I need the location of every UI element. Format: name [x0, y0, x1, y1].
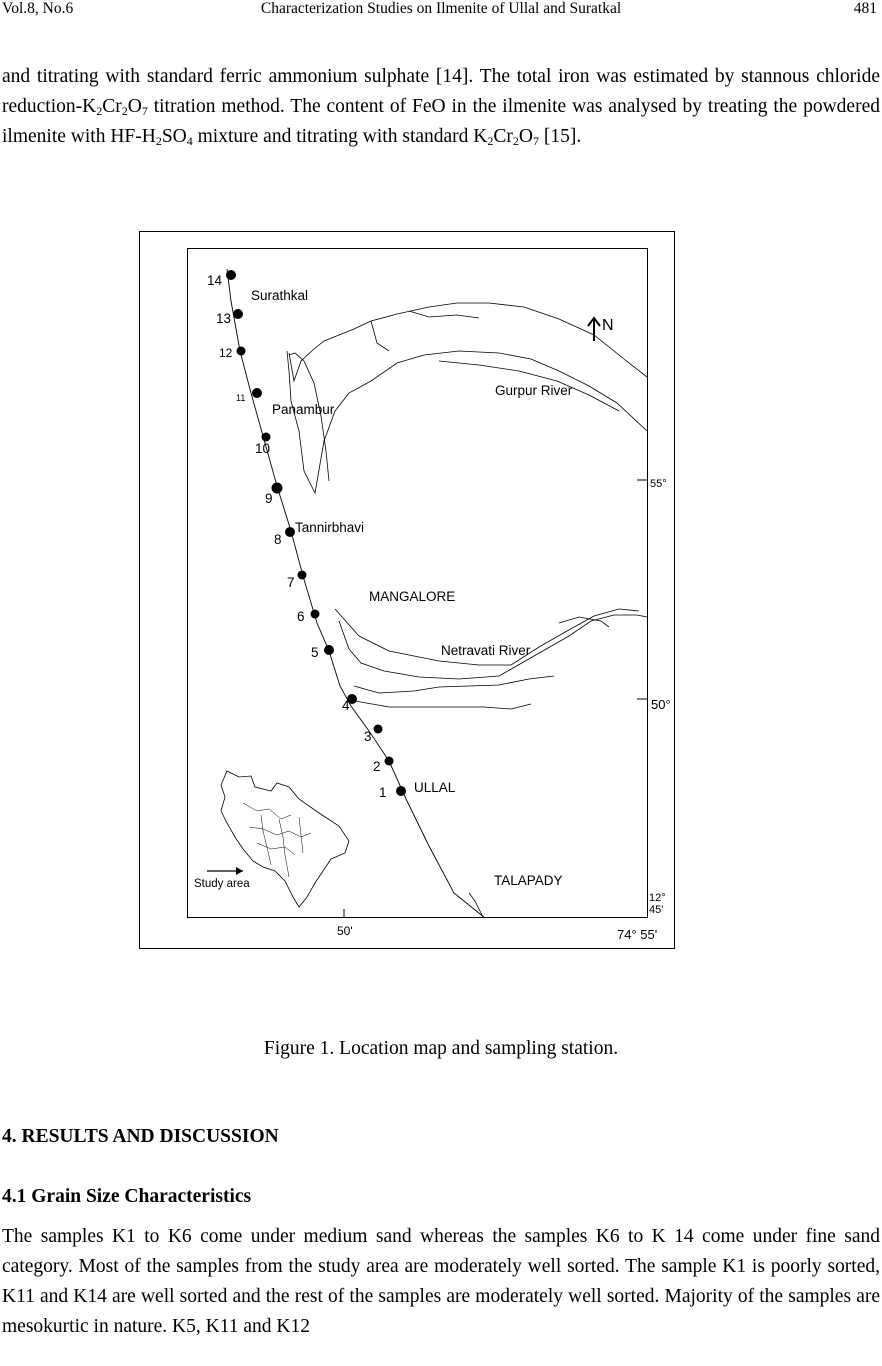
station-2-dot	[385, 757, 394, 766]
station-13-label: 13	[216, 311, 232, 326]
station-3-dot	[374, 725, 383, 734]
subsection-heading: 4.1 Grain Size Characteristics	[2, 1186, 252, 1207]
station-8-dot	[285, 527, 295, 537]
river-gurpur-label: Gurpur River	[495, 383, 573, 398]
lat-50-label: 50°	[651, 697, 671, 712]
netravati-river	[335, 609, 647, 709]
station-3-label: 3	[364, 729, 372, 744]
station-8-label: 8	[274, 532, 282, 547]
station-9-label: 9	[265, 491, 273, 506]
station-1-dot	[396, 786, 406, 796]
station-7-dot	[298, 571, 307, 580]
grain-size-paragraph: The samples K1 to K6 come under medium sand whereas the samples K6 to K 14 come under fine sand category. Most of the samples from the study area are moderately well sorted. The sample K1 is poorly sorted, K11 and K14 are well sorted and the rest of the samples are moderately well sorted. Majority of the samples are mesokurtic in nature. K5, K11 and K12	[2, 1226, 880, 1337]
lat-55-label: 55°	[650, 478, 667, 490]
station-6-label: 6	[297, 609, 305, 624]
station-4-label: 4	[342, 698, 350, 713]
station-2-label: 2	[373, 759, 381, 774]
river-netravati-label: Netravati River	[441, 643, 531, 658]
station-12-dot	[237, 347, 246, 356]
place-tannirbhavi: Tannirbhavi	[295, 520, 365, 535]
study-area-arrowhead	[236, 867, 243, 875]
station-7-label: 7	[287, 575, 295, 590]
place-panambur: Panambur	[272, 402, 335, 417]
lon-74-55-label: 74° 55'	[617, 927, 658, 942]
lon-50-label: 50'	[337, 924, 353, 938]
page-number: 481	[853, 0, 877, 17]
station-11-label: 11	[236, 393, 246, 403]
station-14-dot	[226, 270, 236, 280]
station-11-dot	[252, 388, 262, 398]
coast-tip	[469, 893, 483, 917]
station-12-label: 12	[219, 346, 233, 360]
figure-caption: Figure 1. Location map and sampling station.	[263, 1038, 619, 1059]
section-heading: 4. RESULTS AND DISCUSSION	[2, 1126, 279, 1147]
north-arrow-icon	[588, 318, 600, 341]
station-9-dot	[272, 483, 283, 494]
station-1-label: 1	[379, 785, 387, 800]
station-13-dot	[233, 309, 243, 319]
place-surathkal: Surathkal	[251, 288, 309, 303]
place-ullal: ULLAL	[414, 780, 456, 795]
sampling-stations	[207, 270, 406, 800]
place-talapady: TALAPADY	[494, 873, 563, 888]
station-5-dot	[324, 645, 334, 655]
location-map-figure	[139, 231, 675, 949]
location-map	[139, 231, 675, 949]
study-area-label: Study area	[194, 878, 250, 890]
station-5-label: 5	[311, 645, 319, 660]
north-label: N	[602, 317, 614, 334]
intro-paragraph: and titrating with standard ferric ammonium sulphate [14]. The total iron was estimated by stannous chloride reduction-$K_2Cr_2O_7$ titration method. The content of FeO in the ilmenite was analysed by treating the powdered ilmenite with $HF-H_2SO_4$ mixture and titrating with standard $K_2Cr_2O_7$ [15].	[2, 66, 880, 148]
place-mangalore: MANGALORE	[369, 589, 456, 604]
running-title: Characterization Studies on Ilmenite of Ullal and Suratkal	[260, 0, 622, 17]
station-14-label: 14	[207, 273, 223, 288]
lat-45-label: 45'	[649, 904, 664, 916]
station-6-dot	[311, 610, 320, 619]
journal-volume: Vol.8, No.6	[2, 0, 74, 17]
lat-12-label: 12°	[649, 892, 666, 904]
station-10-label: 10	[255, 441, 271, 456]
